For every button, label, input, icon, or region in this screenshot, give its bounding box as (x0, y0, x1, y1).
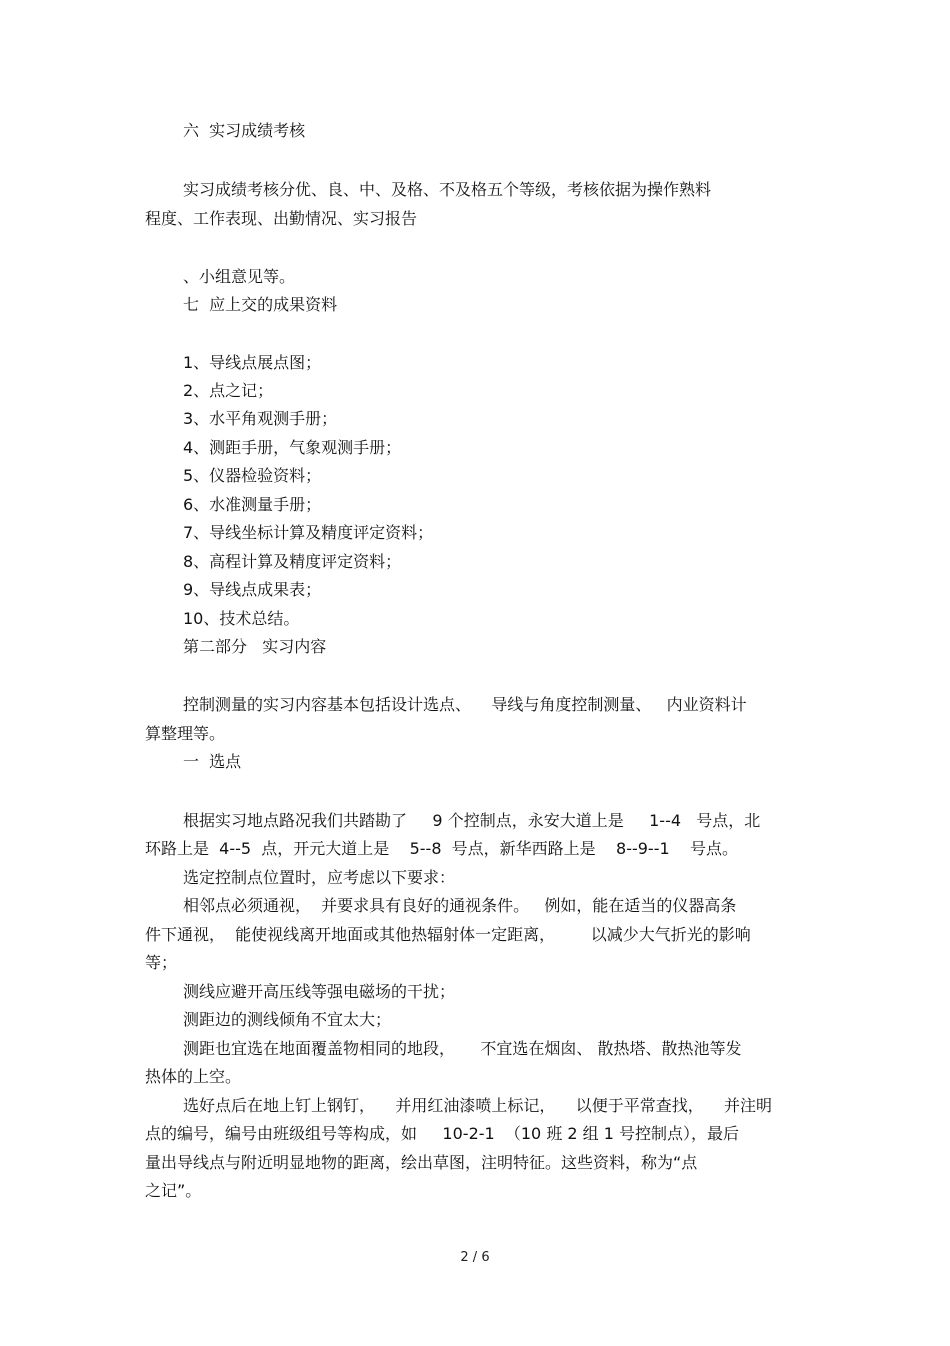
paragraph-line: 测线应避开高压线等强电磁场的干扰； (183, 982, 456, 1001)
list-item: 5、仪器检验资料； (183, 466, 322, 485)
paragraph-line: 算整理等。 (145, 724, 226, 743)
list-item: 6、水准测量手册； (183, 495, 322, 514)
list-item: 1、导线点展点图； (183, 353, 322, 372)
paragraph-line: 测距也宜选在地面覆盖物相同的地段， 不宜选在烟囱、 散热塔、散热池等发 (183, 1039, 742, 1058)
paragraph-line: 选定控制点位置时，应考虑以下要求： (183, 868, 456, 887)
page-number: 2 / 6 (460, 1250, 490, 1265)
paragraph-line: 选好点后在地上钉上钢钉， 并用红油漆喷上标记， 以便于平常查找， 并注明 (183, 1096, 773, 1115)
section-heading-grade-assessment: 六 实习成绩考核 (183, 121, 306, 140)
list-item: 3、水平角观测手册； (183, 409, 338, 428)
list-item: 10、技术总结。 (183, 609, 300, 628)
paragraph-line: 测距边的测线倾角不宜太大； (183, 1010, 392, 1029)
section-heading-deliverables: 七 应上交的成果资料 (183, 295, 338, 314)
part-heading: 第二部分 实习内容 (183, 637, 327, 656)
paragraph-line: 实习成绩考核分优、良、中、及格、不及格五个等级，考核依据为操作熟料 (183, 180, 712, 199)
paragraph-line: 控制测量的实习内容基本包括设计选点、 导线与角度控制测量、 内业资料计 (183, 695, 747, 714)
paragraph-line: 件下通视， 能使视线离开地面或其他热辐射体一定距离， 以减少大气折光的影响 (145, 925, 751, 944)
paragraph-line: 点的编号，编号由班级组号等构成，如 10-2-1 （10 班 2 组 1 号控制点），最后 (145, 1124, 740, 1143)
paragraph-line: 等； (145, 953, 178, 972)
paragraph-line: 量出导线点与附近明显地物的距离，绘出草图，注明特征。这些资料，称为“点 (145, 1153, 698, 1172)
paragraph-line: 根据实习地点路况我们共踏勘了 9 个控制点，永安大道上是 1--4 号点，北 (183, 811, 761, 830)
paragraph-line: 热体的上空。 (145, 1067, 242, 1086)
paragraph-line: 之记”。 (145, 1181, 202, 1200)
paragraph-line: 、小组意见等。 (183, 267, 296, 286)
list-item: 9、导线点成果表； (183, 580, 322, 599)
paragraph-line: 程度、工作表现、出勤情况、实习报告 (145, 209, 418, 228)
list-item: 8、高程计算及精度评定资料； (183, 552, 402, 571)
list-item: 7、导线坐标计算及精度评定资料； (183, 523, 434, 542)
section-heading-site-selection: 一 选点 (183, 752, 242, 771)
list-item: 2、点之记； (183, 381, 274, 400)
paragraph-line: 相邻点必须通视， 并要求具有良好的通视条件。 例如，能在适当的仪器高条 (183, 896, 737, 915)
list-item: 4、测距手册，气象观测手册； (183, 438, 402, 457)
paragraph-line: 环路上是 4--5 点，开元大道上是 5--8 号点，新华西路上是 8--9--1 号点。 (145, 839, 738, 858)
